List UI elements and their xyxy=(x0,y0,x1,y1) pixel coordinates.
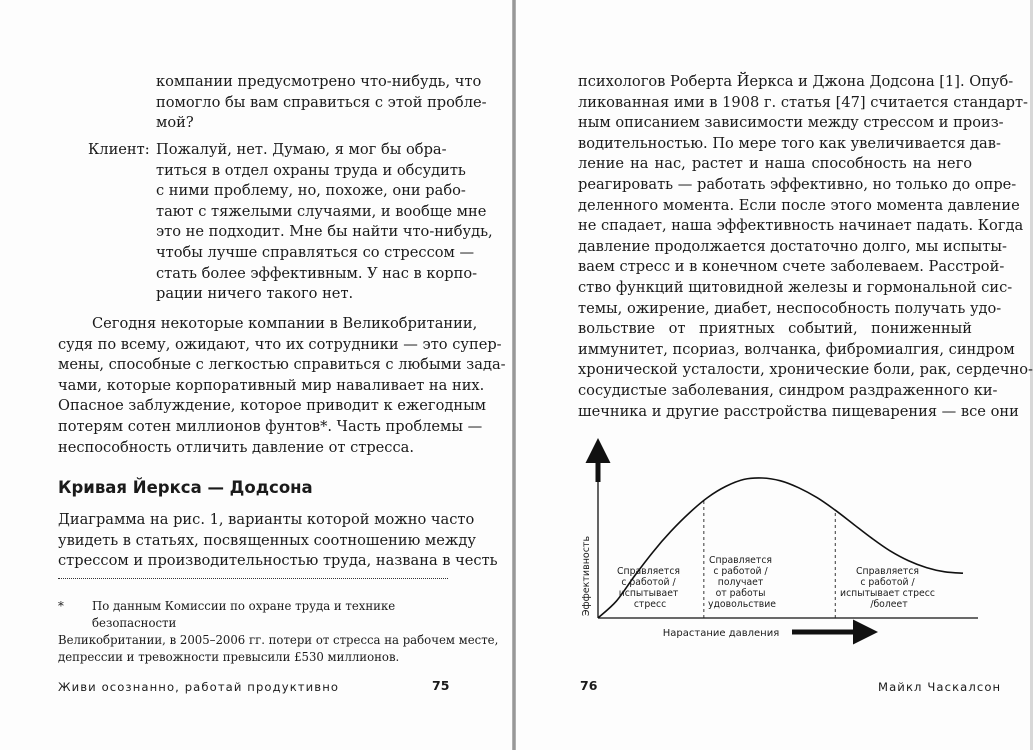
text-line: иммунитет, псориаз, волчанка, фибромиалгия, синдром xyxy=(578,340,1015,358)
dialogue-line: с ними проблему, но, похоже, они рабо- xyxy=(156,182,466,200)
body-paragraph-2 xyxy=(58,510,498,572)
region-label-optimal xyxy=(708,555,776,610)
region-label-line: испытывает стресс xyxy=(840,588,935,599)
running-author: Майкл Часкалсон xyxy=(878,680,1002,694)
dialogue-line: чтобы лучше справляться со стрессом — xyxy=(156,243,475,261)
speaker-label: Клиент: xyxy=(88,141,150,158)
page-number: 76 xyxy=(580,678,598,693)
dialogue-line: Пожалуй, нет. Думаю, я мог бы обра- xyxy=(156,141,447,158)
footnote-mark: * xyxy=(58,599,64,613)
text-line: Диаграмма на рис. 1, варианты которой можно часто xyxy=(58,511,475,528)
text-line: ваем стресс и в конечном счете заболеваем. Расстрой- xyxy=(578,258,1005,276)
footnote-line: Великобритании, в 2005–2006 гг. потери от стресса на рабочем месте, xyxy=(58,633,499,647)
body-paragraph-1 xyxy=(58,314,506,458)
footnote-line: депрессии и тревожности превысили £530 миллионов. xyxy=(58,650,400,664)
text-line: не спадает, наша эффективность начинает падать. Когда xyxy=(578,217,1024,235)
region-label-line: стресс xyxy=(633,599,667,610)
text-line: чами, которые корпоративный мир наваливает на них. xyxy=(58,376,485,394)
region-label-line: Справляется xyxy=(709,555,773,566)
text-line: ство функций щитовидной железы и гормональной сис- xyxy=(578,278,1013,296)
text-line: увидеть в статьях, посвященных соотношению между xyxy=(58,531,476,549)
text-line: потерям сотен миллионов фунтов*. Часть проблемы — xyxy=(58,417,483,435)
section-heading: Кривая Йеркса — Додсона xyxy=(58,478,313,497)
dialogue-line: стать более эффективным. У нас в корпо- xyxy=(156,264,478,282)
region-label-line: от работы xyxy=(715,588,766,599)
y-axis-label: Эффективность xyxy=(581,535,592,617)
text-line: водительностью. По мере того как увеличивается дав- xyxy=(578,134,1001,152)
region-label-line: с работой / xyxy=(713,566,768,577)
region-label-low xyxy=(617,566,683,610)
text-line: неспособность отличить давление от стресса. xyxy=(58,438,414,456)
dialogue-line: это не подходит. Мне бы найти что-нибудь, xyxy=(156,223,493,241)
text-line: давление продолжается достаточно долго, мы испыты- xyxy=(578,237,1007,255)
footnote-separator xyxy=(58,578,448,579)
text-line: стрессом и производительностью труда, названа в честь xyxy=(58,552,498,570)
text-line: вольствие от приятных событий, пониженный xyxy=(578,320,972,338)
page-number: 75 xyxy=(432,678,450,693)
footnote xyxy=(58,598,499,666)
text-line: Сегодня некоторые компании в Великобритании, xyxy=(92,315,478,332)
dialogue-line: помогло бы вам справиться с этой пробле- xyxy=(156,93,487,111)
dialogue-line: тают с тяжелыми случаями, и вообще мне xyxy=(156,202,487,220)
region-label-line: Справляется xyxy=(617,566,681,577)
text-line: шечника и другие расстройства пищеварения — все они xyxy=(578,402,1019,420)
region-label-line: с работой / xyxy=(621,577,676,588)
region-label-high xyxy=(840,566,938,610)
text-line: ным описанием зависимости между стрессом и произ- xyxy=(578,114,1004,132)
text-line: психологов Роберта Йеркса и Джона Додсона [1]. Опуб- xyxy=(578,73,1014,90)
running-title: Живи осознанно, работай продуктивно xyxy=(58,680,340,694)
text-line: темы, ожирение, диабет, неспособность получать удо- xyxy=(578,299,1002,317)
region-label-line: /болеет xyxy=(870,599,908,610)
left-page xyxy=(0,0,512,750)
body-paragraph-3 xyxy=(578,72,1033,422)
text-line: судя по всему, ожидают, что их сотрудники — это супер- xyxy=(58,335,502,353)
dialogue-line: титься в отдел охраны труда и обсудить xyxy=(156,161,466,179)
yerkes-dodson-chart xyxy=(578,440,978,652)
footnote-line: По данным Комиссии по охране труда и технике безопасности xyxy=(92,599,396,630)
text-line: ление на нас, растет и наша способность на него xyxy=(578,155,972,173)
region-label-line: получает xyxy=(717,577,764,588)
region-label-line: испытывает xyxy=(618,588,679,599)
dialogue-line: мой? xyxy=(156,114,194,132)
text-line: сосудистые заболевания, синдром раздраженного ки- xyxy=(578,381,998,399)
dialogue-therapist xyxy=(88,72,487,134)
dialogue-line: компании предусмотрено что-нибудь, что xyxy=(156,73,482,90)
right-page xyxy=(516,0,1033,750)
text-line: мены, способные с легкостью справиться с любыми зада- xyxy=(58,356,506,374)
text-line: Опасное заблуждение, которое приводит к ежегодным xyxy=(58,397,487,415)
text-line: хронической усталости, хронические боли, рак, сердечно- xyxy=(578,361,1033,379)
dialogue-client xyxy=(88,140,493,305)
text-line: ликованная ими в 1908 г. статья [47] считается стандарт- xyxy=(578,93,1028,111)
region-label-line: с работой / xyxy=(860,577,915,588)
text-line: реагировать — работать эффективно, но только до опре- xyxy=(578,175,1017,193)
x-axis-label: Нарастание давления xyxy=(662,628,780,639)
text-line: деленного момента. Если после этого момента давление xyxy=(578,196,1020,214)
region-label-line: Справляется xyxy=(856,566,920,577)
region-label-line: удовольствие xyxy=(708,599,776,610)
dialogue-line: рации ничего такого нет. xyxy=(156,285,354,303)
